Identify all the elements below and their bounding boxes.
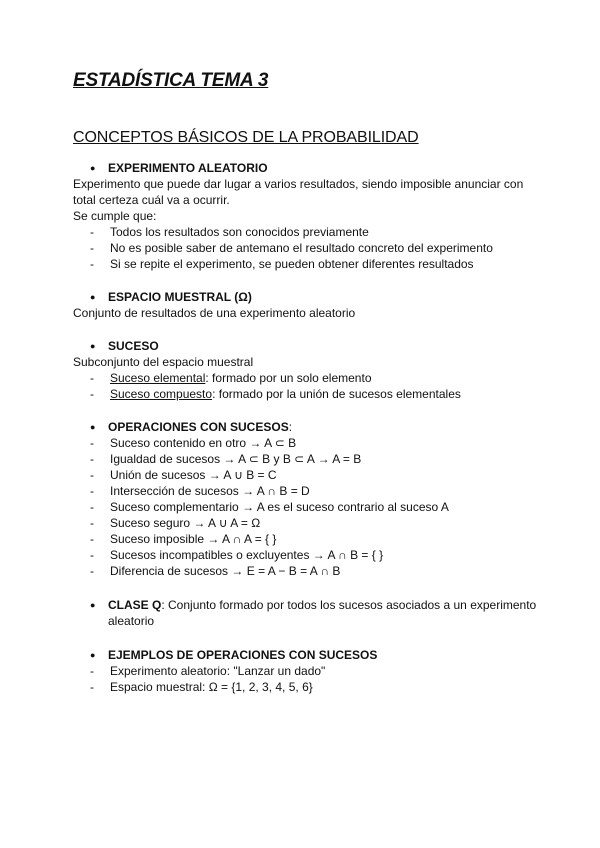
espacio-desc: Conjunto de resultados de una experimento aleatorio (73, 306, 356, 320)
dash-icon: - (90, 436, 94, 450)
heading-text: CLASE Q (108, 598, 162, 612)
heading-text: EXPERIMENTO ALEATORIO (108, 161, 268, 175)
dash-icon: - (90, 241, 94, 255)
list-item (73, 563, 543, 579)
bullet-icon: ● (90, 163, 96, 173)
dash-icon: - (90, 500, 94, 514)
list-item (73, 679, 543, 695)
heading-text: OPERACIONES CON SUCESOS (108, 420, 289, 434)
list-item (73, 531, 543, 547)
bullet-icon: ● (90, 292, 96, 302)
operaciones-list (73, 435, 543, 579)
dash-icon: - (90, 387, 94, 401)
section-title: CONCEPTOS BÁSICOS DE LA PROBABILIDAD (73, 129, 419, 146)
list-item (73, 663, 543, 679)
bullet-icon: ● (90, 341, 96, 351)
section-experimento (73, 160, 543, 272)
ejemplos-list (73, 663, 543, 695)
list-item (73, 499, 543, 515)
bullet-icon: ● (90, 650, 96, 660)
list-item (73, 370, 543, 386)
list-item (73, 467, 543, 483)
list-item-text: Si se repite el experimento, se pueden obtener diferentes resultados (110, 257, 474, 271)
list-item-text: : formado por un solo elemento (205, 371, 372, 385)
document-title: ESTADÍSTICA TEMA 3 (73, 70, 269, 91)
list-item (73, 224, 543, 240)
section-suceso (73, 338, 543, 402)
dash-icon: - (90, 680, 94, 694)
experimento-desc: Experimento que puede dar lugar a varios resultados, siendo imposible anunciar con total certeza cuál va a ocurrir. (73, 177, 524, 207)
dash-icon: - (90, 371, 94, 385)
heading-ejemplos (73, 647, 543, 663)
list-item-text: Intersección de sucesos → A ∩ B = D (110, 484, 310, 498)
list-item-text: Suceso seguro → A ∪ A = Ω (110, 516, 261, 530)
section-ejemplos (73, 647, 543, 695)
dash-icon: - (90, 564, 94, 578)
heading-experimento (73, 160, 543, 176)
heading-clase (73, 597, 543, 629)
list-item (73, 547, 543, 563)
clase-desc: : Conjunto formado por todos los sucesos asociados a un experimento aleatorio (108, 598, 537, 628)
dash-icon: - (90, 664, 94, 678)
document-page (73, 70, 543, 695)
heading-text: EJEMPLOS DE OPERACIONES CON SUCESOS (108, 648, 378, 662)
heading-espacio (73, 289, 543, 305)
section-operaciones (73, 419, 543, 579)
heading-text: ESPACIO MUESTRAL (Ω) (108, 290, 252, 304)
dash-icon: - (90, 452, 94, 466)
heading-suceso (73, 338, 543, 354)
dash-icon: - (90, 548, 94, 562)
suceso-desc: Subconjunto del espacio muestral (73, 355, 254, 369)
dash-icon: - (90, 484, 94, 498)
experimento-list (73, 224, 543, 272)
term-text: Suceso compuesto (110, 387, 213, 401)
list-item-text: Suceso imposible → A ∩ A = { } (110, 532, 277, 546)
section-clase (73, 597, 543, 629)
dash-icon: - (90, 532, 94, 546)
dash-icon: - (90, 516, 94, 530)
section-espacio (73, 289, 543, 321)
heading-operaciones (73, 419, 543, 435)
list-item-text: : formado por la unión de sucesos elementales (212, 387, 461, 401)
list-item (73, 451, 543, 467)
list-item (73, 515, 543, 531)
list-item (73, 256, 543, 272)
list-item-text: Igualdad de sucesos → A ⊂ B y B ⊂ A → A = B (110, 452, 362, 466)
dash-icon: - (90, 225, 94, 239)
heading-suffix: : (288, 420, 293, 434)
list-item-text: Suceso complementario → A es el suceso contrario al suceso A (110, 500, 449, 514)
list-item-text: Diferencia de sucesos → E = A − B = A ∩ B (110, 564, 341, 578)
list-item (73, 386, 543, 402)
dash-icon: - (90, 257, 94, 271)
list-item-text: Experimento aleatorio: "Lanzar un dado" (110, 664, 326, 678)
list-item-text: No es posible saber de antemano el resultado concreto del experimento (110, 241, 493, 255)
list-item (73, 483, 543, 499)
term-text: Suceso elemental (110, 371, 206, 385)
bullet-icon: ● (90, 422, 96, 432)
suceso-list (73, 370, 543, 402)
dash-icon: - (90, 468, 94, 482)
list-item (73, 435, 543, 451)
se-cumple-label: Se cumple que: (73, 209, 157, 223)
list-item-text: Espacio muestral: Ω = {1, 2, 3, 4, 5, 6} (110, 680, 313, 694)
list-item (73, 240, 543, 256)
list-item-text: Todos los resultados son conocidos previamente (110, 225, 369, 239)
list-item-text: Suceso contenido en otro → A ⊂ B (110, 436, 297, 450)
bullet-icon: ● (90, 600, 96, 610)
list-item-text: Unión de sucesos → A ∪ B = C (110, 468, 277, 482)
list-item-text: Sucesos incompatibles o excluyentes → A ∩ B = { } (110, 548, 384, 562)
heading-text: SUCESO (108, 339, 159, 353)
